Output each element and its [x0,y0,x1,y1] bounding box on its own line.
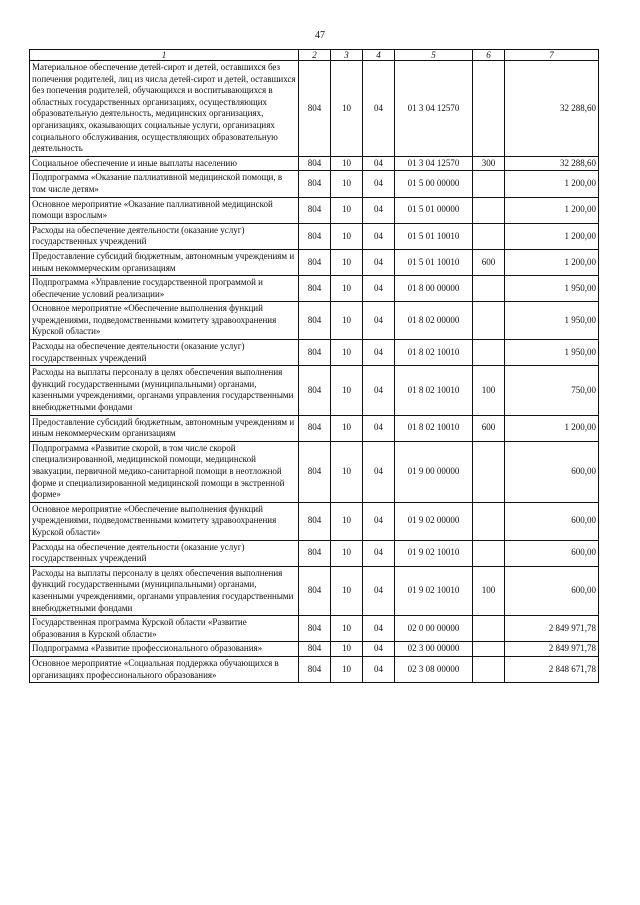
row-amount: 1 200,00 [505,171,599,197]
row-subsection: 04 [363,197,395,223]
row-subsection: 04 [363,340,395,366]
row-amount: 600,00 [505,566,599,615]
row-name: Расходы на выплаты персоналу в целях обеспечения выполнения функций государственными (муниципальными) органами, казенными учреждениями, органами управления государственными внебюджетными фондами [30,366,299,415]
row-target-article: 01 5 00 00000 [395,171,473,197]
row-section: 10 [331,656,363,682]
row-section: 10 [331,566,363,615]
row-target-article: 01 5 01 10010 [395,249,473,275]
row-expense-type [473,61,505,157]
table-row [30,540,599,566]
row-expense-type: 600 [473,249,505,275]
table-row [30,223,599,249]
row-ministry-code: 804 [299,441,331,502]
row-ministry-code: 804 [299,276,331,302]
row-target-article: 01 3 04 12570 [395,156,473,171]
row-subsection: 04 [363,642,395,657]
row-subsection: 04 [363,540,395,566]
row-expense-type [473,171,505,197]
row-ministry-code: 804 [299,366,331,415]
row-subsection: 04 [363,171,395,197]
page-number: 47 [315,30,325,41]
row-amount: 1 950,00 [505,276,599,302]
row-section: 10 [331,340,363,366]
row-section: 10 [331,366,363,415]
row-name: Подпрограмма «Развитие скорой, в том числе скорой специализированной, медицинской помощи, медицинской эвакуации, первичной медико-санитарной помощи в неотложной форме и специализированной медицинской помощи в экстренной форме» [30,441,299,502]
row-amount: 1 950,00 [505,340,599,366]
row-expense-type [473,656,505,682]
row-target-article: 01 9 00 00000 [395,441,473,502]
header-col-2: 2 [299,50,331,61]
table-row [30,502,599,540]
row-subsection: 04 [363,441,395,502]
row-expense-type [473,616,505,642]
header-col-6: 6 [473,50,505,61]
row-ministry-code: 804 [299,197,331,223]
row-subsection: 04 [363,302,395,340]
row-subsection: 04 [363,61,395,157]
row-ministry-code: 804 [299,156,331,171]
row-expense-type [473,197,505,223]
row-target-article: 01 5 01 10010 [395,223,473,249]
table-row [30,366,599,415]
row-amount: 1 200,00 [505,249,599,275]
row-subsection: 04 [363,502,395,540]
row-name: Расходы на обеспечение деятельности (оказание услуг) государственных учреждений [30,340,299,366]
row-section: 10 [331,540,363,566]
table-row [30,656,599,682]
table-row [30,566,599,615]
table-row [30,340,599,366]
row-amount: 1 950,00 [505,302,599,340]
header-col-3: 3 [331,50,363,61]
row-name: Подпрограмма «Управление государственной программой и обеспечение условий реализации» [30,276,299,302]
row-name: Подпрограмма «Оказание паллиативной медицинской помощи, в том числе детям» [30,171,299,197]
row-section: 10 [331,441,363,502]
row-subsection: 04 [363,156,395,171]
row-ministry-code: 804 [299,415,331,441]
row-amount: 1 200,00 [505,223,599,249]
row-section: 10 [331,415,363,441]
row-amount: 2 849 971,78 [505,642,599,657]
row-expense-type [473,502,505,540]
row-subsection: 04 [363,616,395,642]
row-target-article: 01 8 02 10010 [395,415,473,441]
row-target-article: 01 9 02 10010 [395,540,473,566]
row-target-article: 01 8 02 10010 [395,366,473,415]
row-section: 10 [331,171,363,197]
row-name: Предоставление субсидий бюджетным, автономным учреждениям и иным некоммерческим организациям [30,249,299,275]
table-row [30,441,599,502]
table-row [30,156,599,171]
row-section: 10 [331,642,363,657]
row-section: 10 [331,276,363,302]
row-section: 10 [331,197,363,223]
row-name: Подпрограмма «Развитие профессионального образования» [30,642,299,657]
row-target-article: 02 3 08 00000 [395,656,473,682]
row-name: Расходы на выплаты персоналу в целях обеспечения выполнения функций государственными (муниципальными) органами, казенными учреждениями, органами управления государственными внебюджетными фондами [30,566,299,615]
row-expense-type: 300 [473,156,505,171]
row-expense-type: 100 [473,566,505,615]
row-name: Основное мероприятие «Обеспечение выполнения функций учреждениями, подведомственными комитету здравоохранения Курской области» [30,302,299,340]
row-subsection: 04 [363,249,395,275]
row-ministry-code: 804 [299,249,331,275]
row-target-article: 01 9 02 00000 [395,502,473,540]
row-amount: 600,00 [505,502,599,540]
row-amount: 1 200,00 [505,197,599,223]
row-section: 10 [331,302,363,340]
row-name: Основное мероприятие «Социальная поддержка обучающихся в организациях профессионального образования» [30,656,299,682]
row-subsection: 04 [363,656,395,682]
row-name: Предоставление субсидий бюджетным, автономным учреждениям и иным некоммерческим организациям [30,415,299,441]
row-expense-type [473,223,505,249]
row-ministry-code: 804 [299,61,331,157]
row-ministry-code: 804 [299,502,331,540]
row-section: 10 [331,616,363,642]
row-section: 10 [331,156,363,171]
row-target-article: 01 5 01 00000 [395,197,473,223]
row-expense-type: 600 [473,415,505,441]
row-name: Расходы на обеспечение деятельности (оказание услуг) государственных учреждений [30,223,299,249]
row-name: Основное мероприятие «Обеспечение выполнения функций учреждениями, подведомственными комитету здравоохранения Курской области» [30,502,299,540]
row-target-article: 01 9 02 10010 [395,566,473,615]
row-section: 10 [331,223,363,249]
row-name: Основное мероприятие «Оказание паллиативной медицинской помощи взрослым» [30,197,299,223]
row-subsection: 04 [363,415,395,441]
row-ministry-code: 804 [299,171,331,197]
row-amount: 2 848 671,78 [505,656,599,682]
row-amount: 750,00 [505,366,599,415]
row-expense-type [473,642,505,657]
header-col-4: 4 [363,50,395,61]
table-row [30,642,599,657]
row-ministry-code: 804 [299,302,331,340]
table-row [30,616,599,642]
row-expense-type [473,441,505,502]
row-amount: 600,00 [505,540,599,566]
table-row [30,61,599,157]
row-subsection: 04 [363,223,395,249]
row-amount: 1 200,00 [505,415,599,441]
row-subsection: 04 [363,276,395,302]
row-ministry-code: 804 [299,566,331,615]
row-expense-type [473,302,505,340]
table-row [30,276,599,302]
row-expense-type [473,540,505,566]
row-amount: 600,00 [505,441,599,502]
budget-table [29,49,599,683]
header-col-7: 7 [505,50,599,61]
row-target-article: 01 8 02 00000 [395,302,473,340]
row-amount: 32 288,60 [505,156,599,171]
row-expense-type: 100 [473,366,505,415]
row-target-article: 01 8 02 10010 [395,340,473,366]
row-ministry-code: 804 [299,656,331,682]
row-expense-type [473,276,505,302]
row-target-article: 02 0 00 00000 [395,616,473,642]
table-row [30,171,599,197]
table-row [30,197,599,223]
row-ministry-code: 804 [299,642,331,657]
row-ministry-code: 804 [299,616,331,642]
row-target-article: 01 3 04 12570 [395,61,473,157]
row-amount: 2 849 971,78 [505,616,599,642]
row-section: 10 [331,61,363,157]
table-header-row [30,50,599,61]
row-name: Расходы на обеспечение деятельности (оказание услуг) государственных учреждений [30,540,299,566]
row-section: 10 [331,502,363,540]
row-expense-type [473,340,505,366]
table-row [30,415,599,441]
row-subsection: 04 [363,366,395,415]
row-amount: 32 288,60 [505,61,599,157]
row-section: 10 [331,249,363,275]
header-col-5: 5 [395,50,473,61]
row-subsection: 04 [363,566,395,615]
header-col-1: 1 [30,50,299,61]
row-ministry-code: 804 [299,223,331,249]
row-ministry-code: 804 [299,340,331,366]
row-name: Социальное обеспечение и иные выплаты населению [30,156,299,171]
row-name: Материальное обеспечение детей-сирот и детей, оставшихся без попечения родителей, лиц из числа детей-сирот и детей, оставшихся без попечения родителей, обучающихся и воспитывающихся в областных государственных организациях, осуществляющих образовательную деятельность, медицинских организациях, организациях, оказывающих социальные услуги, организациях социального обслуживания, осуществляющих образовательную деятельность [30,61,299,157]
table-row [30,302,599,340]
row-ministry-code: 804 [299,540,331,566]
row-name: Государственная программа Курской области «Развитие образования в Курской области» [30,616,299,642]
table-row [30,249,599,275]
row-target-article: 01 8 00 00000 [395,276,473,302]
row-target-article: 02 3 00 00000 [395,642,473,657]
